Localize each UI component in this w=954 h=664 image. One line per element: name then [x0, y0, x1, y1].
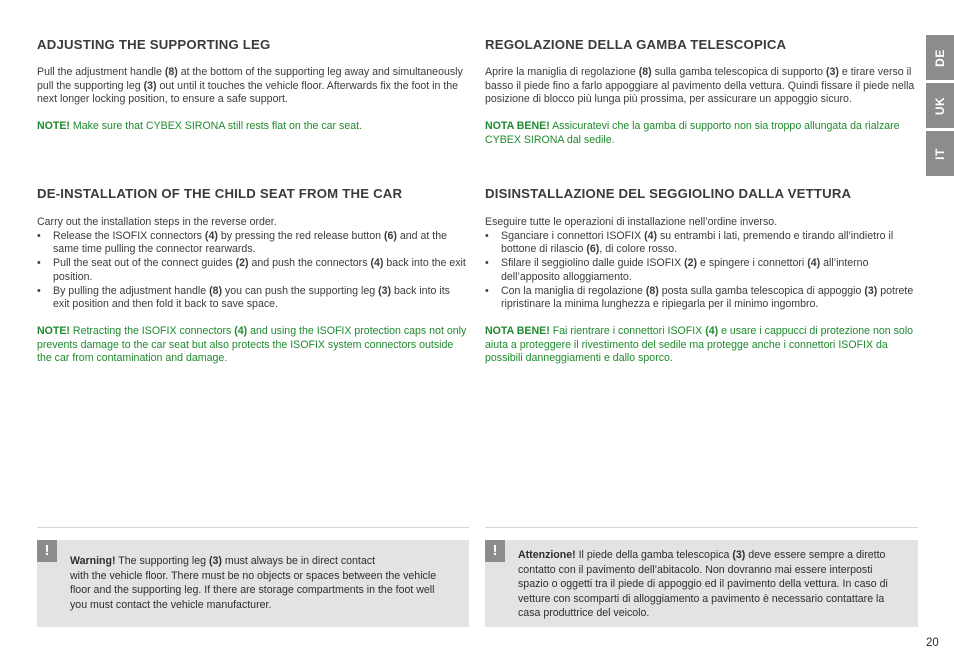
list-item: • Release the ISOFIX connectors (4) by pressing the red release button (6) and at the same time pulling the connector rearwards. [37, 230, 467, 257]
adjust-paragraph-en: Pull the adjustment handle (8) at the bottom of the supporting leg away and simultaneously pull the supporting leg (3) out until it touches the vehicle floor. Afterwards fix the foot in the next longer locking position, to ensure a safe support. [37, 66, 463, 106]
deinstall-section-it [485, 186, 915, 366]
adjust-section-en [37, 37, 467, 134]
adjust-heading-it: REGOLAZIONE DELLA GAMBA TELESCOPICA [485, 37, 787, 52]
warning-box-it [485, 540, 918, 627]
warning-box-en [37, 540, 469, 627]
warning-icon: ! [37, 540, 57, 562]
deinstall-heading-en: DE-INSTALLATION OF THE CHILD SEAT FROM THE CAR [37, 186, 403, 201]
deinstall-intro-en: Carry out the installation steps in the reverse order. [37, 216, 277, 228]
divider-right [485, 527, 918, 528]
adjust-note-it: NOTA BENE! Assicuratevi che la gamba di supporto non sia troppo allungata da rialzare CYBEX SIRONA dal sedile. [485, 120, 900, 146]
tab-de[interactable]: DE [926, 35, 954, 80]
tab-uk[interactable]: UK [926, 83, 954, 128]
tab-it[interactable]: IT [926, 131, 954, 176]
list-item: • Pull the seat out of the connect guides (2) and push the connectors (4) back into the exit position. [37, 257, 467, 284]
deinstall-steps-it [485, 230, 915, 312]
divider-left [37, 527, 469, 528]
deinstall-section-en [37, 186, 467, 366]
page-number: 20 [926, 637, 939, 649]
list-item: • Con la maniglia di regolazione (8) posta sulla gamba telescopica di appoggio (3) potrete ripristinare la minima lunghezza e ripiegarla per il minimo ingombro. [485, 285, 915, 312]
adjust-note-en: NOTE! Make sure that CYBEX SIRONA still rests flat on the car seat. [37, 120, 362, 133]
warning-text-it: Attenzione! Il piede della gamba telescopica (3) deve essere sempre a diretto contatto con il pavimento dell’abitacolo. Non dovranno mai essere interposti spazio o oggetti tra il piede di appoggio ed il pavimento della vettura. In caso di vetture con scomparti di alloggiamento a pavimento è necessario contattare la casa produttrice del veicolo. [518, 549, 888, 619]
deinstall-note-en: NOTE! Retracting the ISOFIX connectors (4) and using the ISOFIX protection caps not only prevents damage to the car seat but also protects the ISOFIX system connectors outside the car from contamination and damage. [37, 324, 467, 365]
warning-icon: ! [485, 540, 505, 562]
list-item: • By pulling the adjustment handle (8) you can push the supporting leg (3) back into its exit position and then fold it back to save space. [37, 285, 467, 312]
adjust-heading-en: ADJUSTING THE SUPPORTING LEG [37, 37, 271, 52]
list-item: • Sfilare il seggiolino dalle guide ISOFIX (2) e spingere i connettori (4) all’interno dell’apposito alloggiamento. [485, 257, 915, 284]
deinstall-note-it: NOTA BENE! Fai rientrare i connettori ISOFIX (4) e usare i cappucci di protezione non solo aiuta a proteggere il rivestimento del sedile ma protegge anche i connettori ISOFIX da possibili danneggiamenti e dallo sporco. [485, 324, 914, 365]
warning-text-en: Warning! The supporting leg (3) must always be in direct contact with the vehicle floor. There must be no objects or spaces between the vehicle floor and the supporting leg. If there are storage compartments in the foot well you must contact the vehicle manufacturer. [70, 555, 437, 611]
deinstall-intro-it: Eseguire tutte le operazioni di installazione nell’ordine inverso. [485, 216, 778, 228]
adjust-paragraph-it: Aprire la maniglia di regolazione (8) sulla gamba telescopica di supporto (3) e tirare verso il basso il piede fino a farlo appoggiare al pavimento della vettura. Quindi fissare il piede nella posizione di blocco più lunga più prossima, per assicurare un appoggio sicuro. [485, 66, 915, 106]
list-item: • Sganciare i connettori ISOFIX (4) su entrambi i lati, premendo e tirando all’indietro il bottone di rilascio (6), di colore rosso. [485, 230, 915, 257]
adjust-section-it [485, 37, 915, 148]
deinstall-steps-en [37, 230, 467, 312]
deinstall-heading-it: DISINSTALLAZIONE DEL SEGGIOLINO DALLA VETTURA [485, 186, 852, 201]
